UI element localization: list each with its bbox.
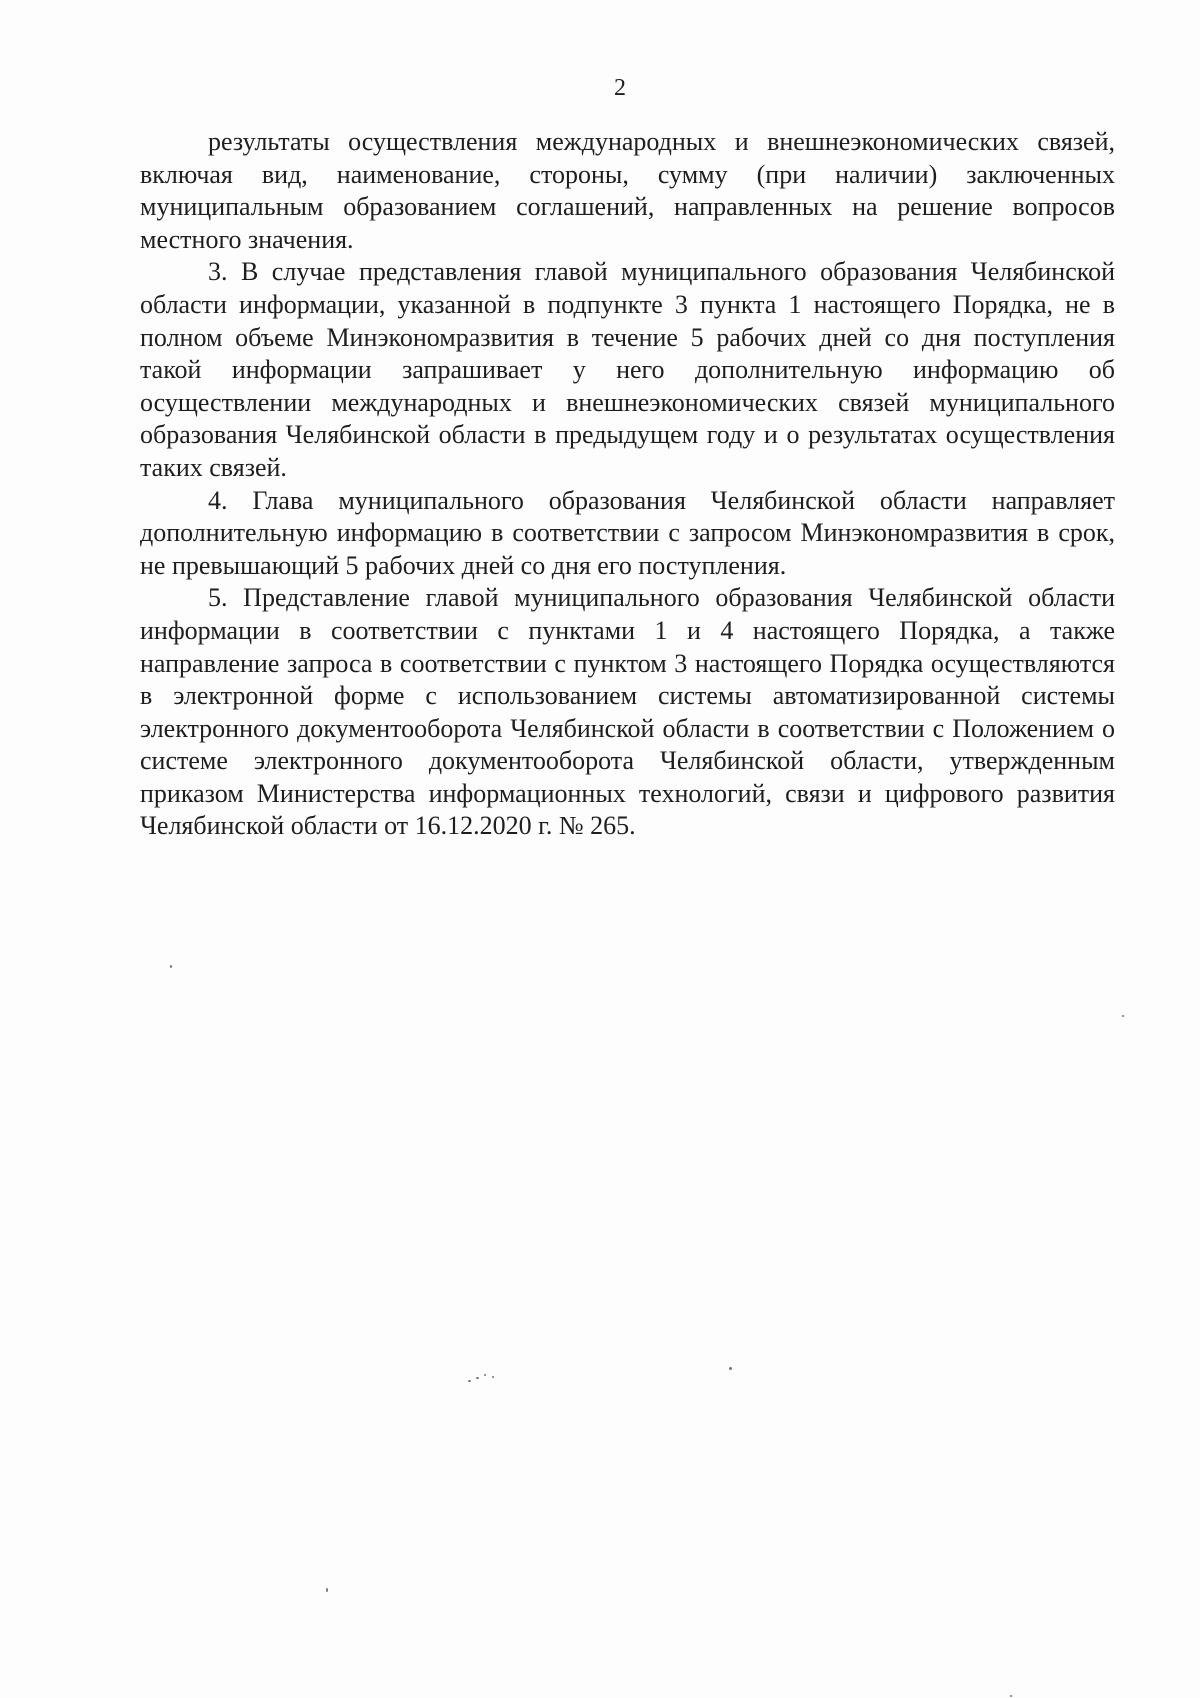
scan-speck bbox=[476, 1377, 479, 1379]
scan-speck bbox=[326, 1588, 328, 1592]
paragraph-continuation: результаты осуществления международных и внешнеэкономических связей, включая вид, наименование, стороны, сумму (при наличии) заключенных муниципальным образованием соглашений, направленных на решение вопросов местного значения. bbox=[140, 127, 1115, 254]
paragraph-item-3: 3. В случае представления главой муниципального образования Челябинской области информации, указанной в подпункте 3 пункта 1 настоящего Порядка, не в полном объеме Минэкономразвития в течение 5 рабочих дней со дня поступления такой информации запрашивает у него дополнительную информацию об осуществлении международных и внешнеэкономических связей муниципального образования Челябинской области в предыдущем году и о результатах осуществления таких связей. bbox=[140, 257, 1115, 482]
scan-speck bbox=[492, 1376, 494, 1378]
paragraph-item-4: 4. Глава муниципального образования Челябинской области направляет дополнительную информацию в соответствии с запросом Минэкономразвития в срок, не превышающий 5 рабочих дней со дня его поступления. bbox=[140, 485, 1115, 580]
page-number: 2 bbox=[614, 75, 626, 101]
scan-speck bbox=[1010, 1695, 1012, 1697]
paragraph-item-5: 5. Представление главой муниципального образования Челябинской области информации в соответствии с пунктами 1 и 4 настоящего Порядка, а также направление запроса в соответствии с пунктом 3 настоящего Порядка осуществляются в электронной форме с использованием системы автоматизированной системы электронного документооборота Челябинской области в соответствии с Положением о системе электронного документооборота Челябинской области, утвержденным приказом Министерства информационных технологий, связи и цифрового развития Челябинской области от 16.12.2020 г. № 265. bbox=[140, 583, 1115, 841]
document-body bbox=[140, 126, 1115, 843]
scan-speck bbox=[729, 1367, 732, 1370]
scan-speck bbox=[468, 1380, 471, 1382]
scan-speck bbox=[170, 965, 172, 968]
scan-speck bbox=[1122, 1015, 1124, 1017]
scan-speck bbox=[484, 1374, 486, 1376]
